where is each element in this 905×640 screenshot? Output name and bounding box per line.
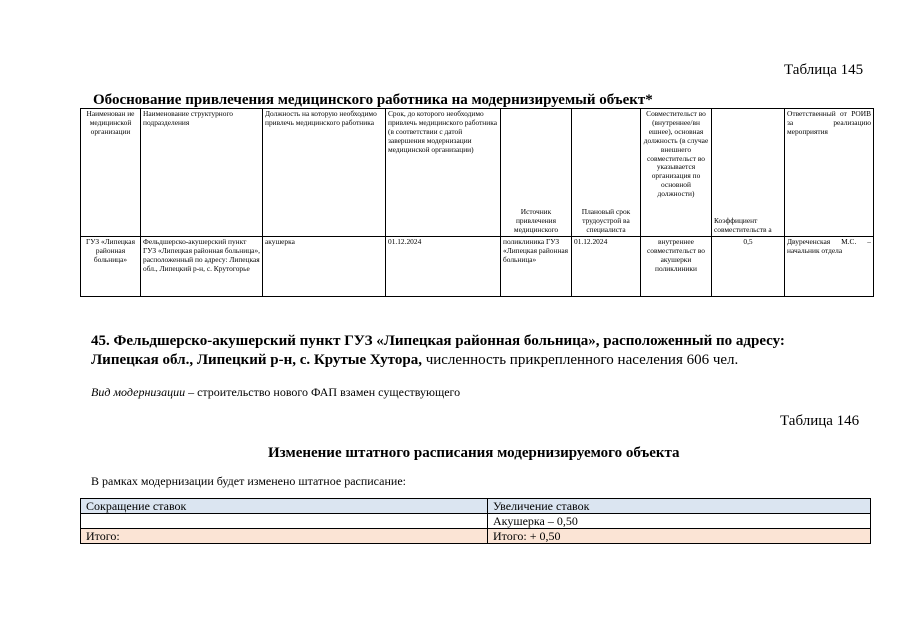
header-deadline: Срок, до которого необходимо привлечь медицинского работника (в соответствии с датой завершения модернизации медицинской организации) xyxy=(386,109,501,237)
cell-plan-date: 01.12.2024 xyxy=(572,237,641,297)
table-146-title: Изменение штатного расписания модернизируемого объекта xyxy=(268,445,680,461)
cell-total-increase: Итого: + 0,50 xyxy=(488,529,871,544)
header-coefficient: Коэффициент совместительств а xyxy=(712,109,785,237)
modernization-type xyxy=(91,385,460,400)
modernization-type-label: Вид модернизации xyxy=(91,385,186,399)
cell-unit: Фельдшерско-акушерский пункт ГУЗ «Липецкая районная больница», расположенный по адресу: Липецкая обл., Липецкий р-н, с. Крутогорье xyxy=(141,237,263,297)
section-45-population: численность прикрепленного населения 606 чел. xyxy=(421,352,739,368)
staffing-justification-table xyxy=(80,108,874,297)
staffing-change-table xyxy=(80,498,871,544)
table-145-title: Обоснование привлечения медицинского работника на модернизируемый объект* xyxy=(93,92,653,108)
cell-position: акушерка xyxy=(263,237,386,297)
table-row xyxy=(81,514,871,529)
staffing-intro: В рамках модернизации будет изменено штатное расписание: xyxy=(91,474,406,488)
header-part-time: Совместительст во (внутреннее/вн ешнее), основная должность (в случае внешнего совместительст во указывается организация по основной должности) xyxy=(641,109,712,237)
table-145-label: Таблица 145 xyxy=(784,62,864,78)
section-45-heading xyxy=(91,332,821,370)
table-row xyxy=(81,237,874,297)
table-146-label: Таблица 146 xyxy=(780,413,860,429)
cell-part-time: внутреннее совместительст во акушерки поликлиники xyxy=(641,237,712,297)
header-responsible: Ответственный от РОИВ за реализацию мероприятия xyxy=(785,109,874,237)
header-position: Должность на которую необходимо привлечь медицинского работника xyxy=(263,109,386,237)
header-reduce: Сокращение ставок xyxy=(81,499,488,514)
cell-org: ГУЗ «Липецкая районная больница» xyxy=(81,237,141,297)
header-plan-date: Плановый срок трудоустрой ва специалиста xyxy=(572,109,641,237)
cell-deadline: 01.12.2024 xyxy=(386,237,501,297)
cell-increase: Акушерка – 0,50 xyxy=(488,514,871,529)
header-increase: Увеличение ставок xyxy=(488,499,871,514)
cell-reduce-empty xyxy=(81,514,488,529)
cell-source: поликлиника ГУЗ «Липецкая районная больница» xyxy=(501,237,572,297)
cell-coefficient: 0,5 xyxy=(712,237,785,297)
modernization-type-text: – строительство нового ФАП взамен существующего xyxy=(185,385,461,399)
table-header-row xyxy=(81,499,871,514)
header-source: Источник привлечения медицинского xyxy=(501,109,572,237)
header-org: Наименован ие медицинской организации xyxy=(81,109,141,237)
table-header-row xyxy=(81,109,874,237)
header-unit: Наименование структурного подразделения xyxy=(141,109,263,237)
section-45-bold: 45. Фельдшерско-акушерский пункт ГУЗ «Липецкая районная больница», расположенный по адресу: Липецкая обл., Липецкий р-н, с. Крутые Хутора, xyxy=(91,333,785,368)
cell-responsible: Двуреченская М.С. – начальник отдела xyxy=(785,237,874,297)
cell-total-label: Итого: xyxy=(81,529,488,544)
table-total-row xyxy=(81,529,871,544)
